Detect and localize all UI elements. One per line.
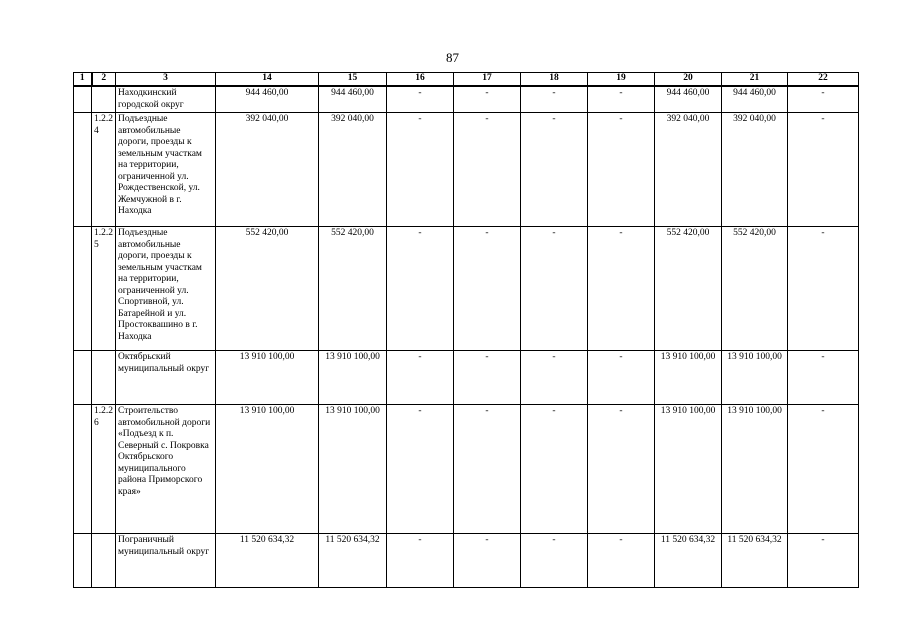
cell-col-20: 11 520 634,32 [655, 534, 722, 588]
cell-name: Находкинский городской округ [116, 86, 216, 113]
cell-name: Октябрьский муниципальный округ [116, 351, 216, 405]
cell-col-15: 392 040,00 [319, 113, 387, 227]
table-row [74, 113, 859, 227]
cell-col-20: 392 040,00 [655, 113, 722, 227]
cell-col-21: 944 460,00 [722, 86, 788, 113]
cell-col-21: 13 910 100,00 [722, 405, 788, 534]
cell-col-1 [74, 227, 92, 351]
header-col-21: 21 [722, 73, 788, 87]
cell-col-22: - [788, 227, 859, 351]
page-number: 87 [446, 50, 459, 65]
cell-name: Строительство автомобильной дороги «Подъезд к п. Северный с. Покровка Октябрьского муниципального района Приморского края» [116, 405, 216, 534]
cell-col-19: - [588, 227, 655, 351]
cell-code [92, 86, 116, 113]
table-row [74, 405, 859, 534]
cell-col-20: 13 910 100,00 [655, 405, 722, 534]
cell-col-19: - [588, 534, 655, 588]
cell-col-21: 392 040,00 [722, 113, 788, 227]
cell-col-14: 13 910 100,00 [216, 351, 319, 405]
cell-col-22: - [788, 351, 859, 405]
cell-col-19: - [588, 113, 655, 227]
cell-col-16: - [387, 405, 454, 534]
header-col-3: 3 [116, 73, 216, 87]
cell-name: Пограничный муниципальный округ [116, 534, 216, 588]
header-col-1: 1 [74, 73, 92, 87]
cell-col-20: 944 460,00 [655, 86, 722, 113]
cell-code: 1.2.2 6 [92, 405, 116, 534]
cell-col-1 [74, 86, 92, 113]
cell-col-1 [74, 351, 92, 405]
table-row [74, 86, 859, 113]
cell-col-22: - [788, 86, 859, 113]
cell-col-18: - [521, 86, 588, 113]
cell-col-20: 13 910 100,00 [655, 351, 722, 405]
cell-col-17: - [454, 405, 521, 534]
table-row [74, 534, 859, 588]
cell-col-15: 11 520 634,32 [319, 534, 387, 588]
cell-col-17: - [454, 86, 521, 113]
cell-col-21: 552 420,00 [722, 227, 788, 351]
cell-col-16: - [387, 86, 454, 113]
header-col-20: 20 [655, 73, 722, 87]
cell-col-17: - [454, 227, 521, 351]
cell-col-15: 13 910 100,00 [319, 405, 387, 534]
cell-col-16: - [387, 534, 454, 588]
cell-col-15: 13 910 100,00 [319, 351, 387, 405]
cell-col-18: - [521, 227, 588, 351]
cell-col-21: 13 910 100,00 [722, 351, 788, 405]
cell-code [92, 351, 116, 405]
header-col-16: 16 [387, 73, 454, 87]
cell-col-16: - [387, 227, 454, 351]
cell-col-14: 13 910 100,00 [216, 405, 319, 534]
header-col-22: 22 [788, 73, 859, 87]
cell-col-21: 11 520 634,32 [722, 534, 788, 588]
cell-col-18: - [521, 534, 588, 588]
cell-col-19: - [588, 405, 655, 534]
cell-col-18: - [521, 405, 588, 534]
cell-col-19: - [588, 351, 655, 405]
cell-col-22: - [788, 113, 859, 227]
header-col-15: 15 [319, 73, 387, 87]
header-col-19: 19 [588, 73, 655, 87]
cell-col-19: - [588, 86, 655, 113]
cell-col-15: 944 460,00 [319, 86, 387, 113]
cell-code [92, 534, 116, 588]
cell-col-22: - [788, 534, 859, 588]
header-col-18: 18 [521, 73, 588, 87]
cell-col-22: - [788, 405, 859, 534]
cell-col-1 [74, 405, 92, 534]
cell-col-18: - [521, 351, 588, 405]
cell-code: 1.2.2 4 [92, 113, 116, 227]
cell-col-14: 11 520 634,32 [216, 534, 319, 588]
cell-code: 1.2.2 5 [92, 227, 116, 351]
table-row [74, 227, 859, 351]
cell-col-17: - [454, 534, 521, 588]
cell-col-16: - [387, 113, 454, 227]
cell-col-14: 944 460,00 [216, 86, 319, 113]
cell-col-18: - [521, 113, 588, 227]
cell-col-17: - [454, 351, 521, 405]
header-col-14: 14 [216, 73, 319, 87]
cell-col-14: 552 420,00 [216, 227, 319, 351]
cell-col-16: - [387, 351, 454, 405]
cell-col-1 [74, 534, 92, 588]
cell-col-1 [74, 113, 92, 227]
cell-col-15: 552 420,00 [319, 227, 387, 351]
header-col-2: 2 [92, 73, 116, 87]
budget-table [73, 72, 859, 588]
header-row [74, 73, 859, 87]
header-col-17: 17 [454, 73, 521, 87]
table-row [74, 351, 859, 405]
cell-name: Подъездные автомобильные дороги, проезды к земельным участкам на территории, ограниченной ул. Рождественской, ул. Жемчужной в г. Находка [116, 113, 216, 227]
cell-name: Подъездные автомобильные дороги, проезды к земельным участкам на территории, ограниченной ул. Спортивной, ул. Батарейной и ул. Простоквашино в г. Находка [116, 227, 216, 351]
cell-col-14: 392 040,00 [216, 113, 319, 227]
cell-col-17: - [454, 113, 521, 227]
cell-col-20: 552 420,00 [655, 227, 722, 351]
